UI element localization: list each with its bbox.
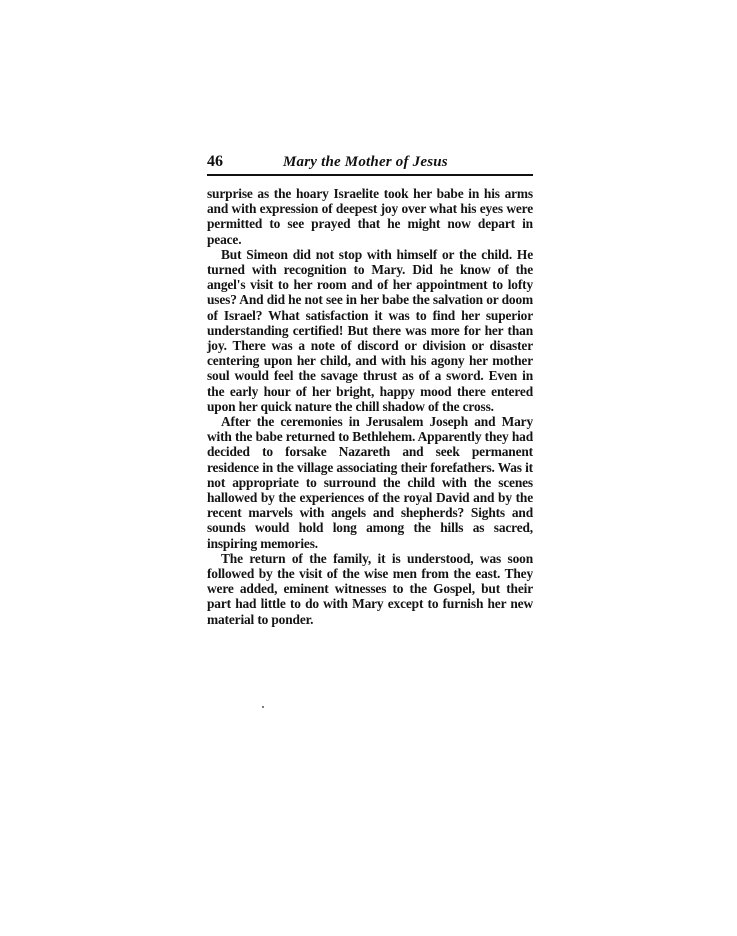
page-header xyxy=(207,152,533,174)
paragraph-3: After the ceremonies in Jerusalem Joseph and Mary with the babe returned to Bethlehem. Apparently they had decided to forsake Nazareth and seek permanent residence in the village associating their forefathers. Was it not appropriate to surround the child with the scenes hallowed by the experiences of the royal David and by the recent marvels with angels and shepherds? Sights and sounds would hold long among the hills as sacred, inspiring memories. xyxy=(207,414,533,551)
paragraph-2: But Simeon did not stop with himself or the child. He turned with recognition to Mary. Did he know of the angel's visit to her room and of her appointment to lofty uses? And did he not see in her babe the salvation or doom of Israel? What satisfaction it was to find her superior understanding certified! But there was more for her than joy. There was a note of discord or division or disaster centering upon her child, and with his agony her mother soul would feel the savage thrust as of a sword. Even in the early hour of her bright, happy mood there entered upon her quick nature the chill shadow of the cross. xyxy=(207,246,533,414)
paragraph-1: surprise as the hoary Israelite took her babe in his arms and with expression of deepest joy over what his eyes were permitted to see prayed that he might now depart in peace. xyxy=(207,186,533,247)
paragraph-4: The return of the family, it is understood, was soon followed by the visit of the wise men from the east. They were added, eminent witnesses to the Gospel, but their part had little to do with Mary except to furnish her new material to ponder. xyxy=(207,550,533,627)
body-text xyxy=(207,186,533,627)
running-title: Mary the Mother of Jesus xyxy=(283,154,448,170)
page-number: 46 xyxy=(207,153,223,170)
scan-speck xyxy=(262,706,264,708)
header-rule xyxy=(207,174,533,176)
